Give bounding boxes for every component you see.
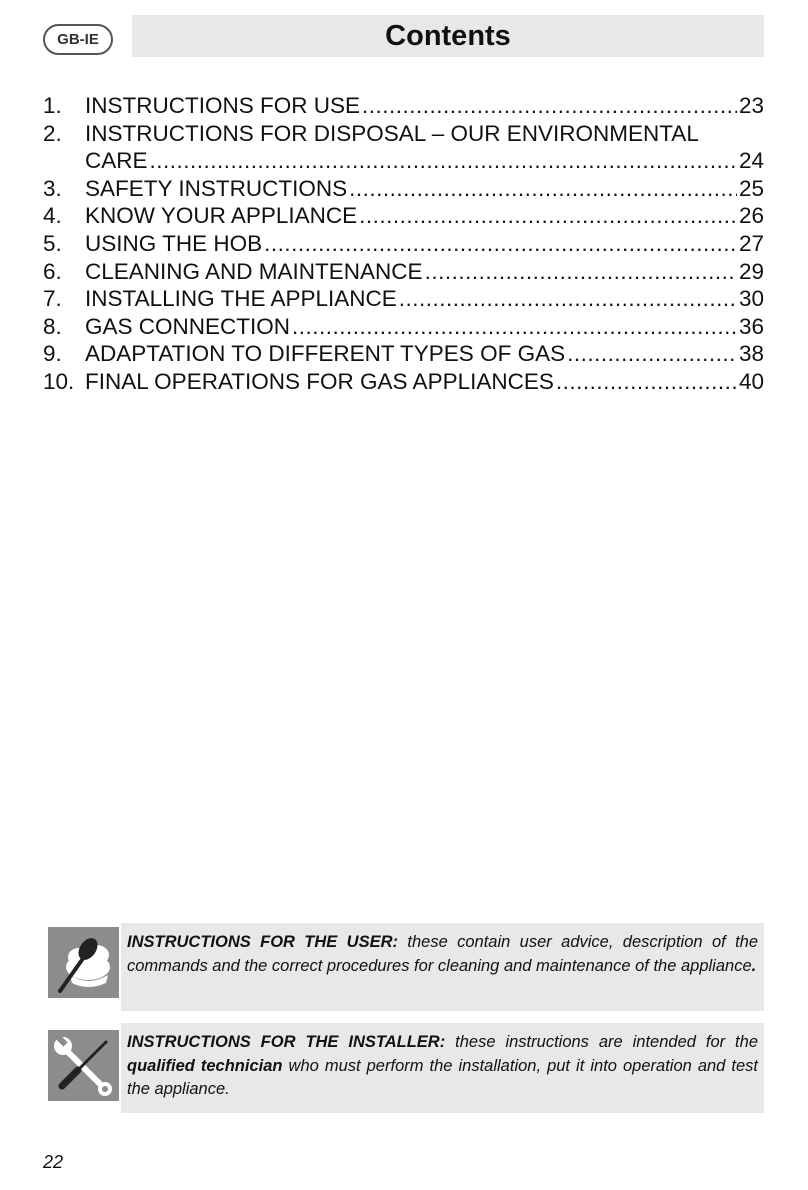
toc-leader <box>150 147 737 175</box>
toc-page: 36 <box>738 313 764 339</box>
toc-page: 24 <box>738 148 764 174</box>
toc-number: 7. <box>43 286 62 312</box>
installer-note-emphasis: qualified technician <box>127 1056 283 1075</box>
toc-page: 27 <box>738 230 764 256</box>
toc-page: 38 <box>738 341 764 367</box>
toc-number: 5. <box>43 230 62 256</box>
toc-title: FINAL OPERATIONS FOR GAS APPLIANCES <box>85 368 554 394</box>
toc-item[interactable] <box>43 230 764 258</box>
toc-item[interactable] <box>43 340 764 368</box>
toc-leader <box>359 202 737 230</box>
toc-item[interactable] <box>43 202 764 230</box>
page-number: 22 <box>43 1152 64 1172</box>
toc-number: 1. <box>43 93 62 118</box>
toc-leader <box>362 92 737 120</box>
installer-note-heading: INSTRUCTIONS FOR THE INSTALLER: <box>127 1033 446 1051</box>
toc-leader <box>264 230 737 258</box>
toc-item[interactable] <box>43 120 764 175</box>
language-badge: GB-IE <box>43 24 113 55</box>
toc-title: INSTALLING THE APPLIANCE <box>85 286 397 312</box>
toc-leader <box>399 285 737 313</box>
wrench-screwdriver-icon <box>48 1030 119 1101</box>
toc-number: 2. <box>43 120 62 146</box>
toc-title: ADAPTATION TO DIFFERENT TYPES OF GAS <box>85 341 566 367</box>
user-note-heading: INSTRUCTIONS FOR THE USER: <box>127 933 399 951</box>
table-of-contents <box>43 92 764 396</box>
toc-leader <box>425 258 737 286</box>
user-note-end: . <box>751 956 757 975</box>
toc-title: CLEANING AND MAINTENANCE <box>85 258 423 284</box>
toc-page: 30 <box>738 286 764 312</box>
page-title: Contents <box>132 15 764 57</box>
toc-leader <box>556 368 737 396</box>
toc-page: 40 <box>738 368 764 394</box>
toc-number: 8. <box>43 313 62 339</box>
toc-leader <box>567 340 737 368</box>
toc-leader <box>292 313 737 341</box>
toc-number: 4. <box>43 203 62 229</box>
toc-title-continued: CARE <box>85 148 148 174</box>
toc-number: 6. <box>43 258 62 284</box>
toc-item[interactable] <box>43 368 764 396</box>
toc-title: SAFETY INSTRUCTIONS <box>85 175 348 201</box>
installer-note-body-end: who must perform the installation, put it into operation and test the appliance. <box>127 1056 758 1098</box>
toc-title: USING THE HOB <box>85 230 263 256</box>
toc-title: INSTRUCTIONS FOR USE <box>85 93 361 118</box>
toc-leader <box>349 175 737 203</box>
toc-item[interactable] <box>43 175 764 203</box>
toc-page: 26 <box>738 203 764 229</box>
user-instructions-text <box>121 923 764 1011</box>
user-note-body: these contain user advice, description of the commands and the correct procedures for cleaning and maintenance of the appliance <box>127 933 759 975</box>
toc-item[interactable] <box>43 92 764 120</box>
toc-number: 3. <box>43 175 62 201</box>
installer-note-body-start: these instructions are intended for the <box>455 1033 758 1051</box>
toc-title: GAS CONNECTION <box>85 313 291 339</box>
spoon-chef-hat-icon <box>48 927 119 998</box>
toc-page: 25 <box>738 175 764 201</box>
toc-title: INSTRUCTIONS FOR DISPOSAL – OUR ENVIRONMENTAL <box>85 120 699 146</box>
toc-item[interactable] <box>43 285 764 313</box>
toc-page: 29 <box>738 258 764 284</box>
toc-number: 9. <box>43 341 62 367</box>
toc-title: KNOW YOUR APPLIANCE <box>85 203 358 229</box>
toc-page: 23 <box>738 93 764 118</box>
installer-instructions-note <box>48 1023 764 1113</box>
user-instructions-note <box>48 923 764 1011</box>
installer-instructions-text <box>121 1023 764 1113</box>
toc-item[interactable] <box>43 258 764 286</box>
toc-number: 10. <box>43 368 75 394</box>
toc-item[interactable] <box>43 313 764 341</box>
